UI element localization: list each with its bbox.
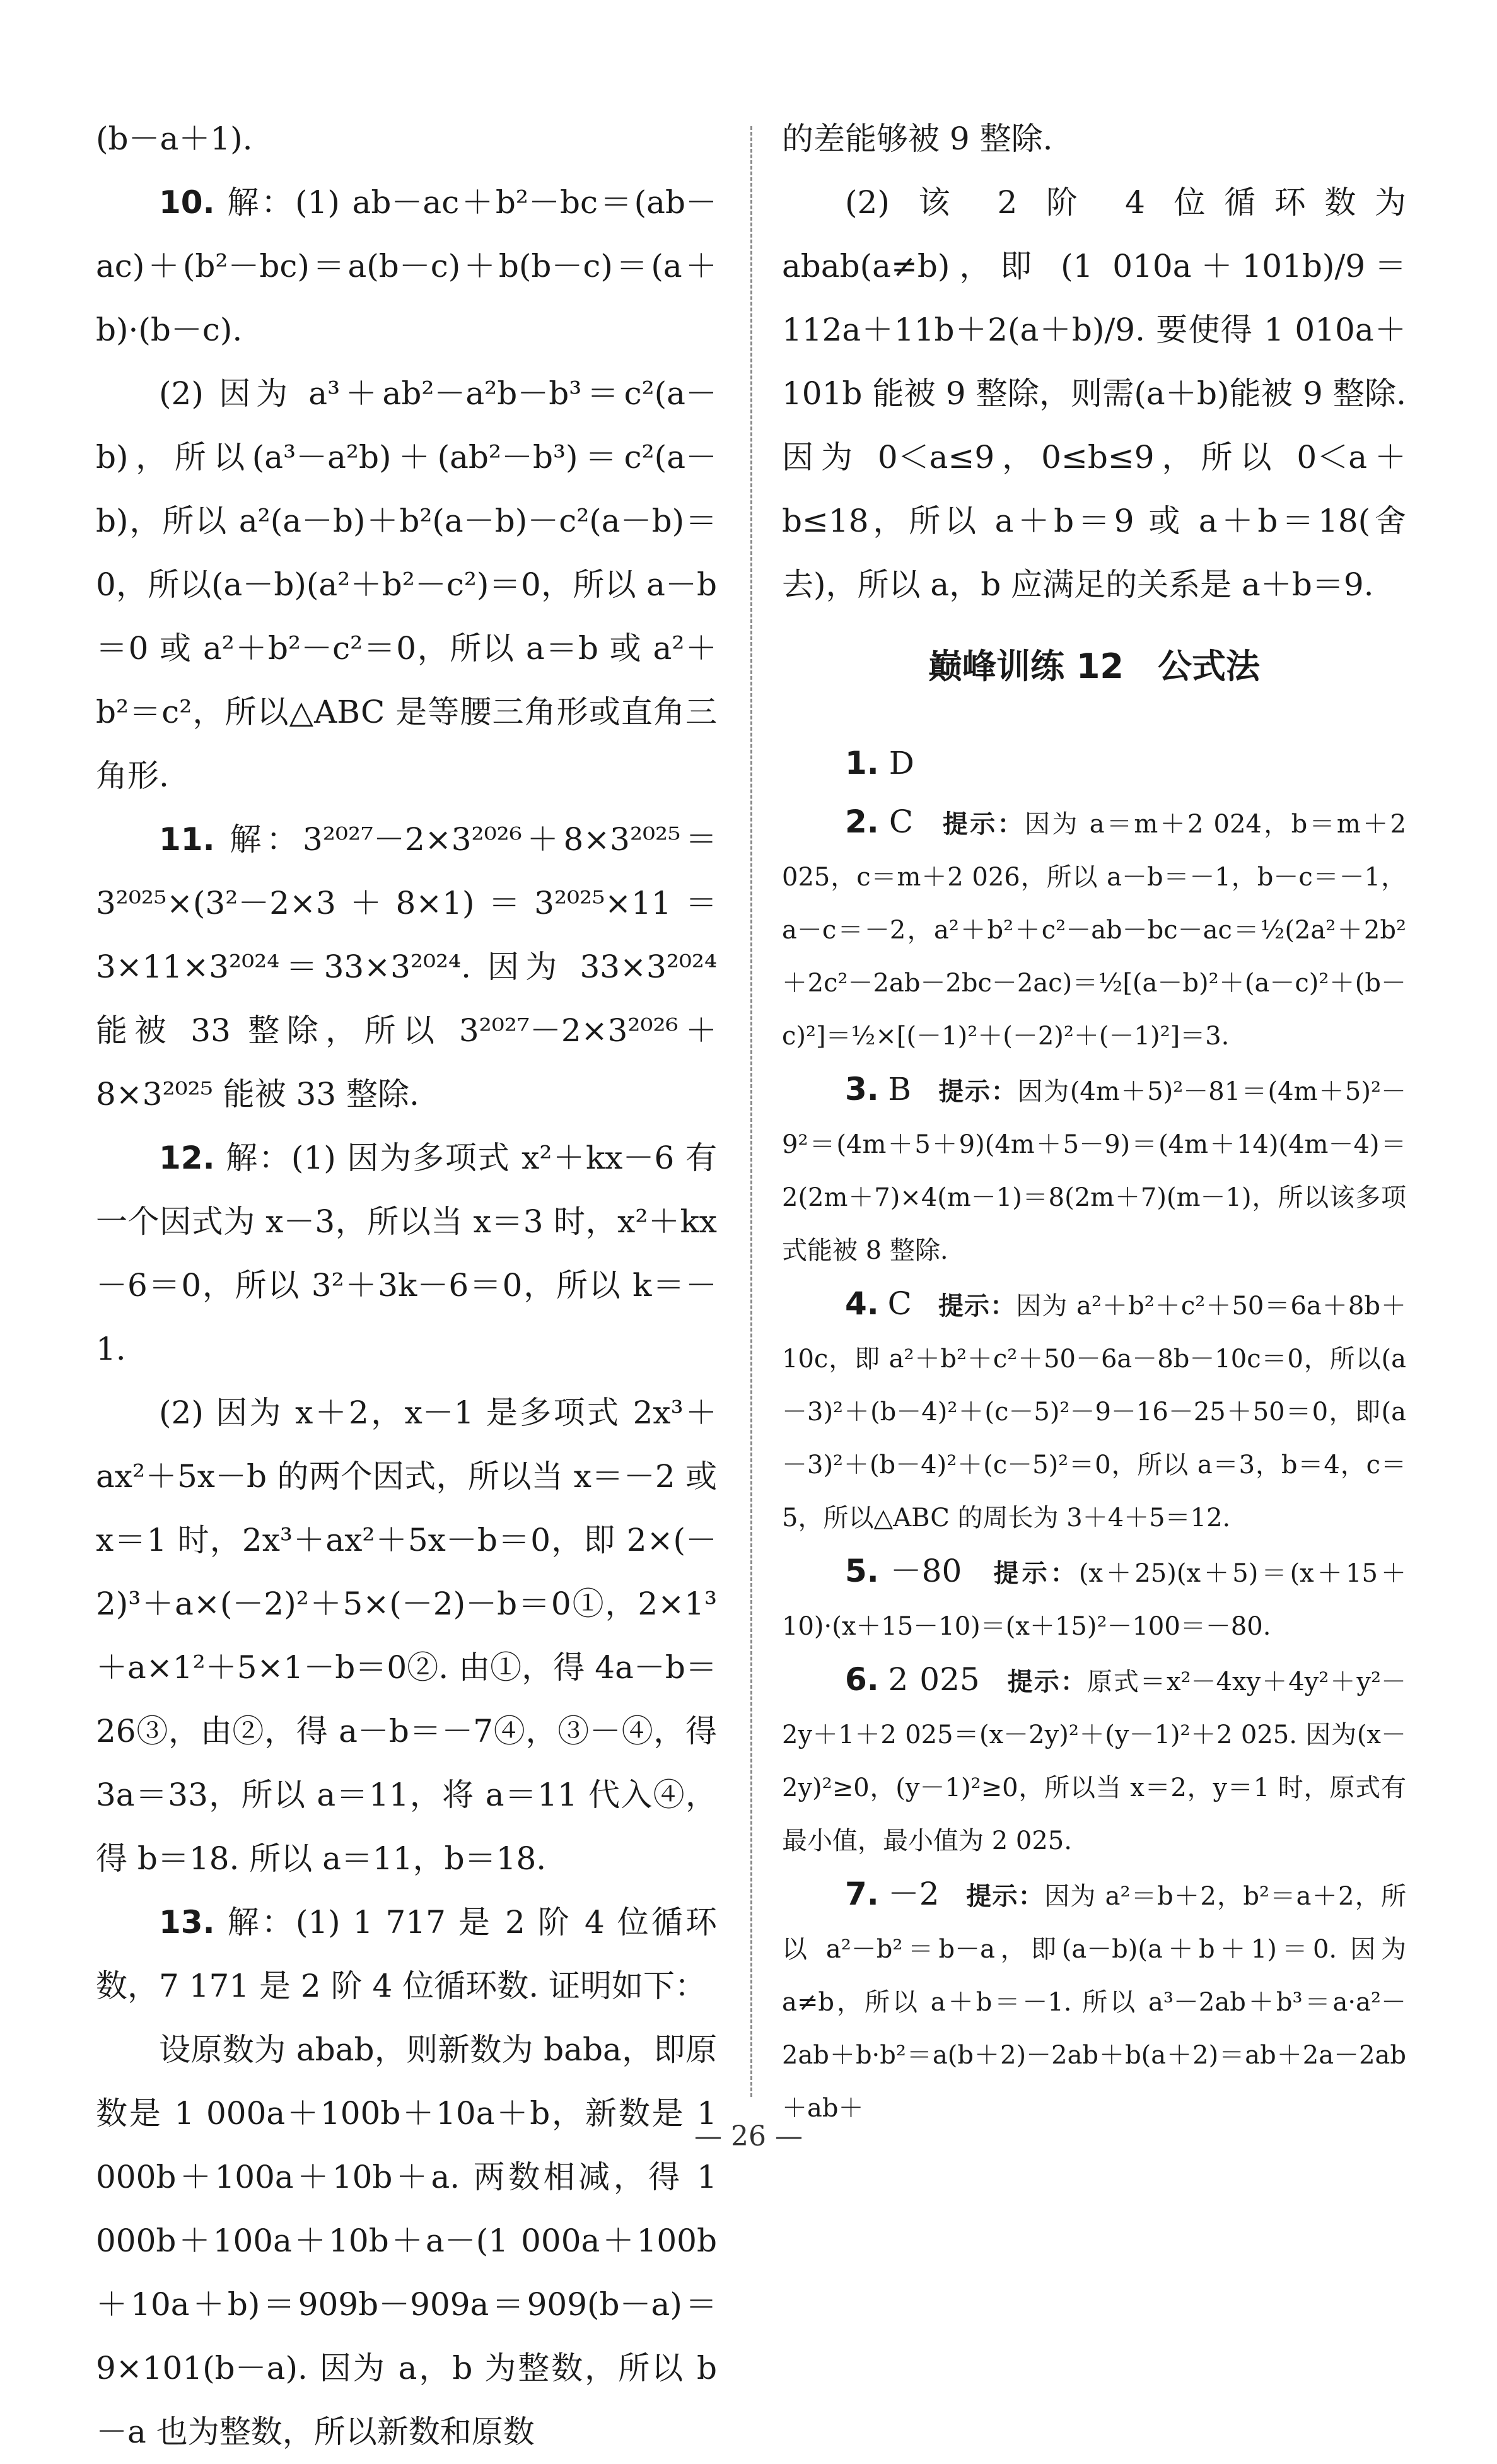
hint-text: 原式＝x²－4xy＋4y²＋y²－2y＋1＋2 025＝(x－2y)²＋(y－1)²＋2 025. 因为(x－2y)²≥0，(y－1)²≥0，所以当 x＝2，y＝1 时，原式有最小值，最小值为 2 025. <box>782 1667 1406 1855</box>
answer-7 <box>782 1867 1406 2135</box>
hint-label: 提示： <box>942 810 1025 839</box>
answer-3 <box>782 1063 1406 1277</box>
answer-6 <box>782 1653 1406 1867</box>
question-number: 4. <box>845 1285 879 1322</box>
question-number: 1. <box>845 745 879 781</box>
question-13 <box>96 1891 717 2018</box>
hint-text: 因为(4m＋5)²－81＝(4m＋5)²－9²＝(4m＋5＋9)(4m＋5－9)＝(4m＋14)(4m－4)＝2(2m＋7)×4(m－1)＝8(2m＋7)(m－1)，所以该多项式能被 8 整除. <box>782 1077 1407 1265</box>
answer-value: －2 <box>887 1876 940 1912</box>
hint-text: 因为 a＝m＋2 024，b＝m＋2 025，c＝m＋2 026，所以 a－b＝－1，b－c＝－1，a－c＝－2，a²＋b²＋c²－ab－bc－ac＝½(2a²＋2b²＋2c²－2ab－2bc－2ac)＝½[(a－b)²＋(a－c)²＋(b－c)²]＝½×[(－1)²＋(－2)²＋(－1)²]＝3. <box>782 810 1407 1051</box>
hint-label: 提示： <box>938 1077 1018 1106</box>
answer-5 <box>782 1544 1406 1653</box>
paragraph: (b－a＋1). <box>96 120 253 157</box>
answer-choice: D <box>888 745 914 781</box>
paragraph: (2) 该 2 阶 4 位循环数为 abab(a≠b)，即 (1 010a＋101b)/9＝112a＋11b＋2(a＋b)/9. 要使得 1 010a＋101b 能被 9 整除，则需(a＋b)能被 9 整除. 因为 0＜a≤9，0≤b≤9，所以 0＜a＋b≤18，所以 a＋b＝9 或 a＋b＝18(舍去)，所以 a，b 应满足的关系是 a＋b＝9. <box>782 184 1406 603</box>
hint-label: 提示： <box>1007 1667 1087 1696</box>
hint-label: 提示： <box>938 1292 1016 1321</box>
answer-choice: C <box>887 1285 912 1322</box>
hint-text: (x＋25)(x＋5)＝(x＋15＋10)·(x＋15－10)＝(x＋15)²－100＝－80. <box>782 1559 1407 1641</box>
answer-2 <box>782 795 1406 1063</box>
paragraph: 设原数为 abab，则新数为 baba，即原数是 1 000a＋100b＋10a＋b，新数是 1 000b＋100a＋10b＋a. 两数相减，得 1 000b＋100a＋10b＋a－(1 000a＋100b＋10a＋b)＝909b－909a＝909(b－a)＝9×101(b－a). 因为 a，b 为整数，所以 b－a 也为整数，所以新数和原数 <box>96 2031 717 2450</box>
question-number: 11. <box>159 821 215 858</box>
question-number: 6. <box>845 1661 879 1698</box>
question-number: 3. <box>845 1071 879 1107</box>
answer-value: 2 025 <box>888 1661 980 1698</box>
paragraph: (2) 因为 x＋2，x－1 是多项式 2x³＋ax²＋5x－b 的两个因式，所以当 x＝－2 或 x＝1 时，2x³＋ax²＋5x－b＝0，即 2×(－2)³＋a×(－2)²＋5×(－2)－b＝0①，2×1³＋a×1²＋5×1－b＝0②. 由①，得 4a－b＝26③，由②，得 a－b＝－7④，③－④，得 3a＝33，所以 a＝11，将 a＝11 代入④，得 b＝18. 所以 a＝11，b＝18. <box>96 1394 717 1877</box>
right-column <box>782 107 1406 2135</box>
column-divider <box>750 126 752 2097</box>
hint-label: 提示： <box>993 1559 1079 1588</box>
solution-text: 解：3²⁰²⁷－2×3²⁰²⁶＋8×3²⁰²⁵＝3²⁰²⁵×(3²－2×3＋8×1)＝3²⁰²⁵×11＝3×11×3²⁰²⁴＝33×3²⁰²⁴. 因为 33×3²⁰²⁴ 能被 33 整除，所以 3²⁰²⁷－2×3²⁰²⁶＋8×3²⁰²⁵ 能被 33 整除. <box>96 821 718 1112</box>
question-12 <box>96 1126 717 1381</box>
left-column <box>96 107 717 2464</box>
section-title: 巅峰训练 12 公式法 <box>928 646 1260 686</box>
question-number: 13. <box>159 1904 215 1941</box>
question-number: 2. <box>845 803 879 840</box>
answer-1 <box>782 732 1406 795</box>
solution-text: 解：(1) 因为多项式 x²＋kx－6 有一个因式为 x－3，所以当 x＝3 时，x²＋kx－6＝0，所以 3²＋3k－6＝0，所以 k＝－1. <box>96 1140 717 1367</box>
question-11 <box>96 808 717 1126</box>
page-number: — 26 — <box>694 2120 803 2152</box>
paragraph: (2) 因为 a³＋ab²－a²b－b³＝c²(a－b)，所以(a³－a²b)＋(ab²－b³)＝c²(a－b)，所以 a²(a－b)＋b²(a－b)－c²(a－b)＝0，所以(a－b)(a²＋b²－c²)＝0，所以 a－b＝0 或 a²＋b²－c²＝0，所以 a＝b 或 a²＋b²＝c²，所以△ABC 是等腰三角形或直角三角形. <box>96 375 717 794</box>
answer-value: －80 <box>890 1553 962 1589</box>
question-number: 5. <box>845 1553 879 1589</box>
hint-text: 因为 a²＋b²＋c²＋50＝6a＋8b＋10c，即 a²＋b²＋c²＋50－6a－8b－10c＝0，所以(a－3)²＋(b－4)²＋(c－5)²－9－16－25＋50＝0，即(a－3)²＋(b－4)²＋(c－5)²＝0，所以 a＝3，b＝4，c＝5，所以△ABC 的周长为 3＋4＋5＝12. <box>782 1292 1407 1533</box>
hint-label: 提示： <box>966 1882 1045 1911</box>
answer-choice: C <box>888 803 914 840</box>
hint-text: 因为 a²＝b＋2，b²＝a＋2，所以 a²－b²＝b－a，即(a－b)(a＋b＋1)＝0. 因为 a≠b，所以 a＋b＝－1. 所以 a³－2ab＋b³＝a·a²－2ab＋b·b²＝a(b＋2)－2ab＋b(a＋2)＝ab＋2a－2ab＋ab＋ <box>782 1882 1407 2123</box>
question-number: 7. <box>845 1876 879 1912</box>
question-10 <box>96 171 717 362</box>
solution-text: 解：(1) 1 717 是 2 阶 4 位循环数，7 171 是 2 阶 4 位循环数. 证明如下： <box>96 1904 717 2004</box>
answer-choice: B <box>888 1071 911 1107</box>
paragraph: 的差能够被 9 整除. <box>782 120 1053 157</box>
question-number: 10. <box>159 184 215 221</box>
solution-text: 解：(1) ab－ac＋b²－bc＝(ab－ac)＋(b²－bc)＝a(b－c)＋b(b－c)＝(a＋b)·(b－c). <box>96 184 717 348</box>
question-number: 12. <box>159 1140 215 1176</box>
answer-4 <box>782 1277 1406 1544</box>
